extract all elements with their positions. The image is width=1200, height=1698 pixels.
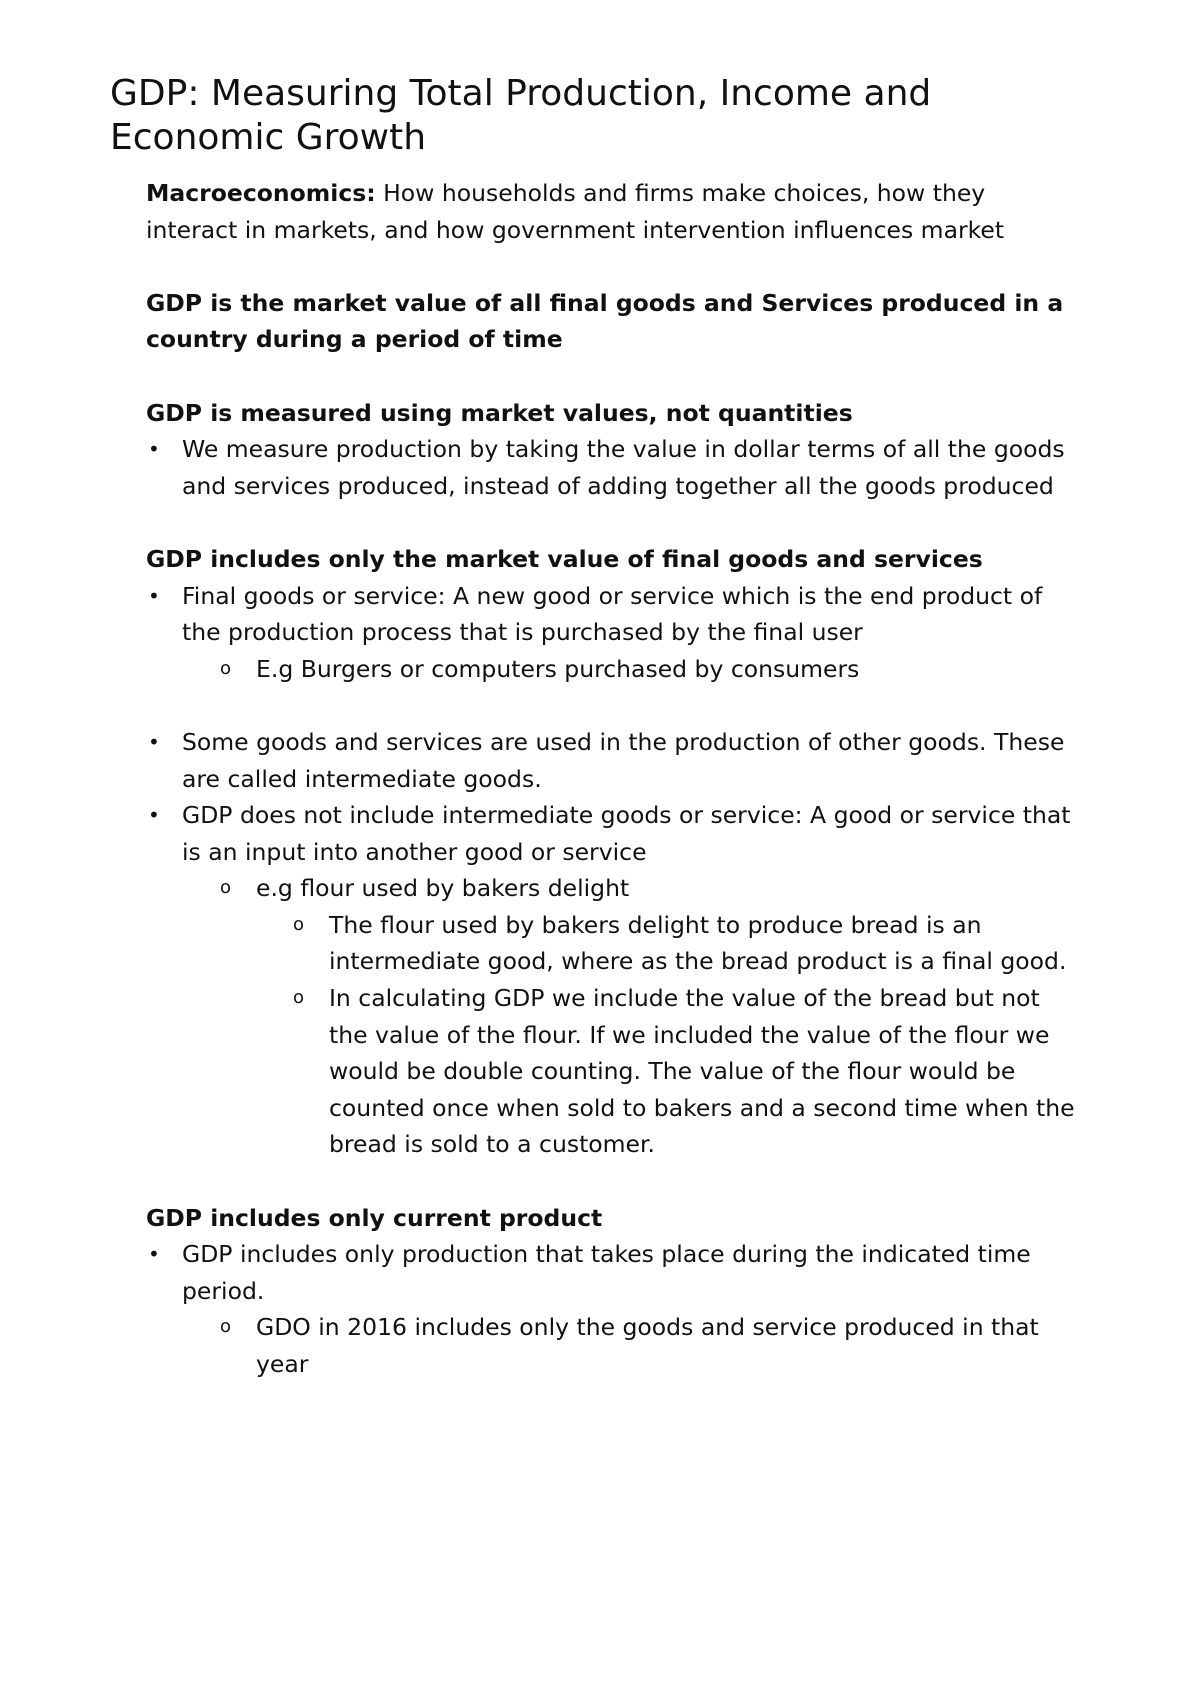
list-item [146,1236,1076,1309]
bullet-marker: • [148,583,160,608]
document-body [146,175,1076,1383]
sub-bullet-marker: o [293,913,305,935]
bullet-marker: • [148,437,160,462]
list-item-text: GDP includes only production that takes place during the indicated time period. [182,1240,1031,1305]
list-item-text: GDP does not include intermediate goods or service: A good or service that is an input into another good or service [182,801,1071,866]
sub-sub-list-item [146,907,1076,980]
sub-list-item [146,870,1076,907]
sub-sub-list-item [146,980,1076,1163]
sub-list-item-text: e.g flour used by bakers delight [256,874,630,903]
bullet-marker: • [148,803,160,828]
list-item-text: Some goods and services are used in the production of other goods. These are called intermediate goods. [182,727,1065,793]
sub-sub-list-item-text: The flour used by bakers delight to produce bread is an intermediate good, where as the bread product is a final good. [329,910,1067,976]
macroeconomics-term: Macroeconomics: [146,179,376,207]
section-heading-current-product: GDP includes only current product [146,1203,603,1232]
bullet-marker: • [148,1242,160,1267]
sub-list-item-text: E.g Burgers or computers purchased by consumers [256,654,860,683]
sub-list-item-text: GDO in 2016 includes only the goods and service produced in that year [256,1313,1039,1378]
sub-bullet-marker: o [293,987,305,1009]
gdp-definition-heading: GDP is the market value of all final goods and Services produced in a country during a period of time [146,288,1064,354]
page-title: GDP: Measuring Total Production, Income and Economic Growth [110,73,932,158]
macroeconomics-definition [146,175,1076,248]
macroeconomics-text: How households and firms make choices, how they interact in markets, and how government intervention influences market [146,179,1005,244]
sub-bullet-marker: o [220,877,232,899]
list-item [146,578,1076,651]
list-item-text: We measure production by taking the value in dollar terms of all the goods and services produced, instead of adding together all the goods produced [182,435,1065,500]
sub-list-item [146,651,1076,688]
section-heading-market-values: GDP is measured using market values, not quantities [146,398,853,427]
list-item [146,797,1076,870]
list-item [146,724,1076,797]
list-item-text: Final goods or service: A new good or service which is the end product of the production process that is purchased by the final user [182,581,1043,647]
sub-list-item [146,1309,1076,1382]
sub-bullet-marker: o [220,1316,232,1338]
list-item [146,431,1076,504]
bullet-marker: • [148,729,160,754]
sub-sub-list-item-text: In calculating GDP we include the value of the bread but not the value of the flour. If we included the value of the flour we would be double counting. The value of the flour would be counted once when sold to bakers and a second time when the bread is sold to a customer. [329,984,1075,1159]
sub-bullet-marker: o [220,657,232,679]
section-heading-final-goods: GDP includes only the market value of final goods and services [146,544,983,573]
